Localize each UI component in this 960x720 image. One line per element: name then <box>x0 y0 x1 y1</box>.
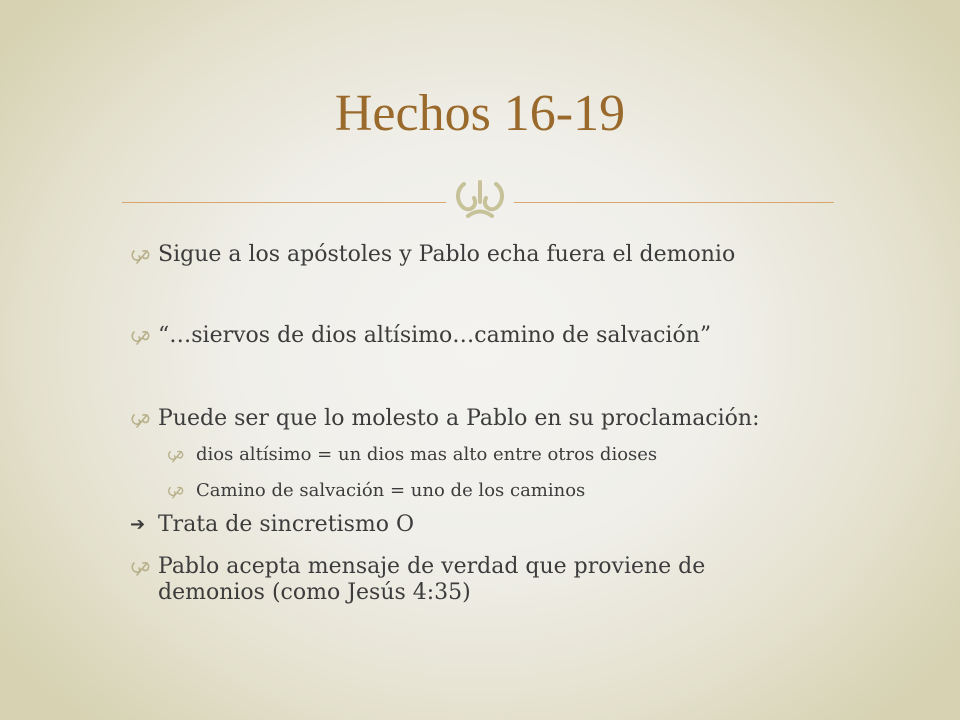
ornament-bullet-icon <box>166 444 196 466</box>
bullet-item <box>130 406 818 432</box>
bullet-item <box>130 242 818 268</box>
ornament-bullet-icon <box>130 242 158 268</box>
bullet-text: Sigue a los apóstoles y Pablo echa fuera el demonio <box>158 242 736 267</box>
ornament-bullet-icon <box>166 480 196 502</box>
bullet-text: “…siervos de dios altísimo…camino de salvación” <box>158 323 712 348</box>
sub-bullet-text: dios altísimo = un dios mas alto entre otros dioses <box>196 444 658 465</box>
bullet-text: Trata de sincretismo O <box>158 512 415 537</box>
divider-line-left <box>122 202 446 203</box>
slide-title: Hechos 16-19 <box>334 85 626 142</box>
bullet-item <box>130 554 818 606</box>
divider-line-right <box>514 202 834 203</box>
arrow-right-icon: ➔ <box>130 514 146 535</box>
ornament-bullet-icon <box>130 554 158 580</box>
sub-bullet-item <box>166 480 585 502</box>
bullet-text: Puede ser que lo molesto a Pablo en su proclamación: <box>158 406 760 431</box>
ornament-bullet-icon <box>130 323 158 349</box>
bullet-item <box>130 323 818 349</box>
bullet-item <box>130 512 818 538</box>
bullet-text: Pablo acepta mensaje de verdad que proviene de demonios (como Jesús 4:35) <box>158 554 706 605</box>
sub-bullet-text: Camino de salvación = uno de los caminos <box>196 480 586 501</box>
ornament-bullet-icon <box>130 406 158 432</box>
sub-bullet-item <box>166 444 657 466</box>
ornament-divider-icon <box>450 176 510 226</box>
